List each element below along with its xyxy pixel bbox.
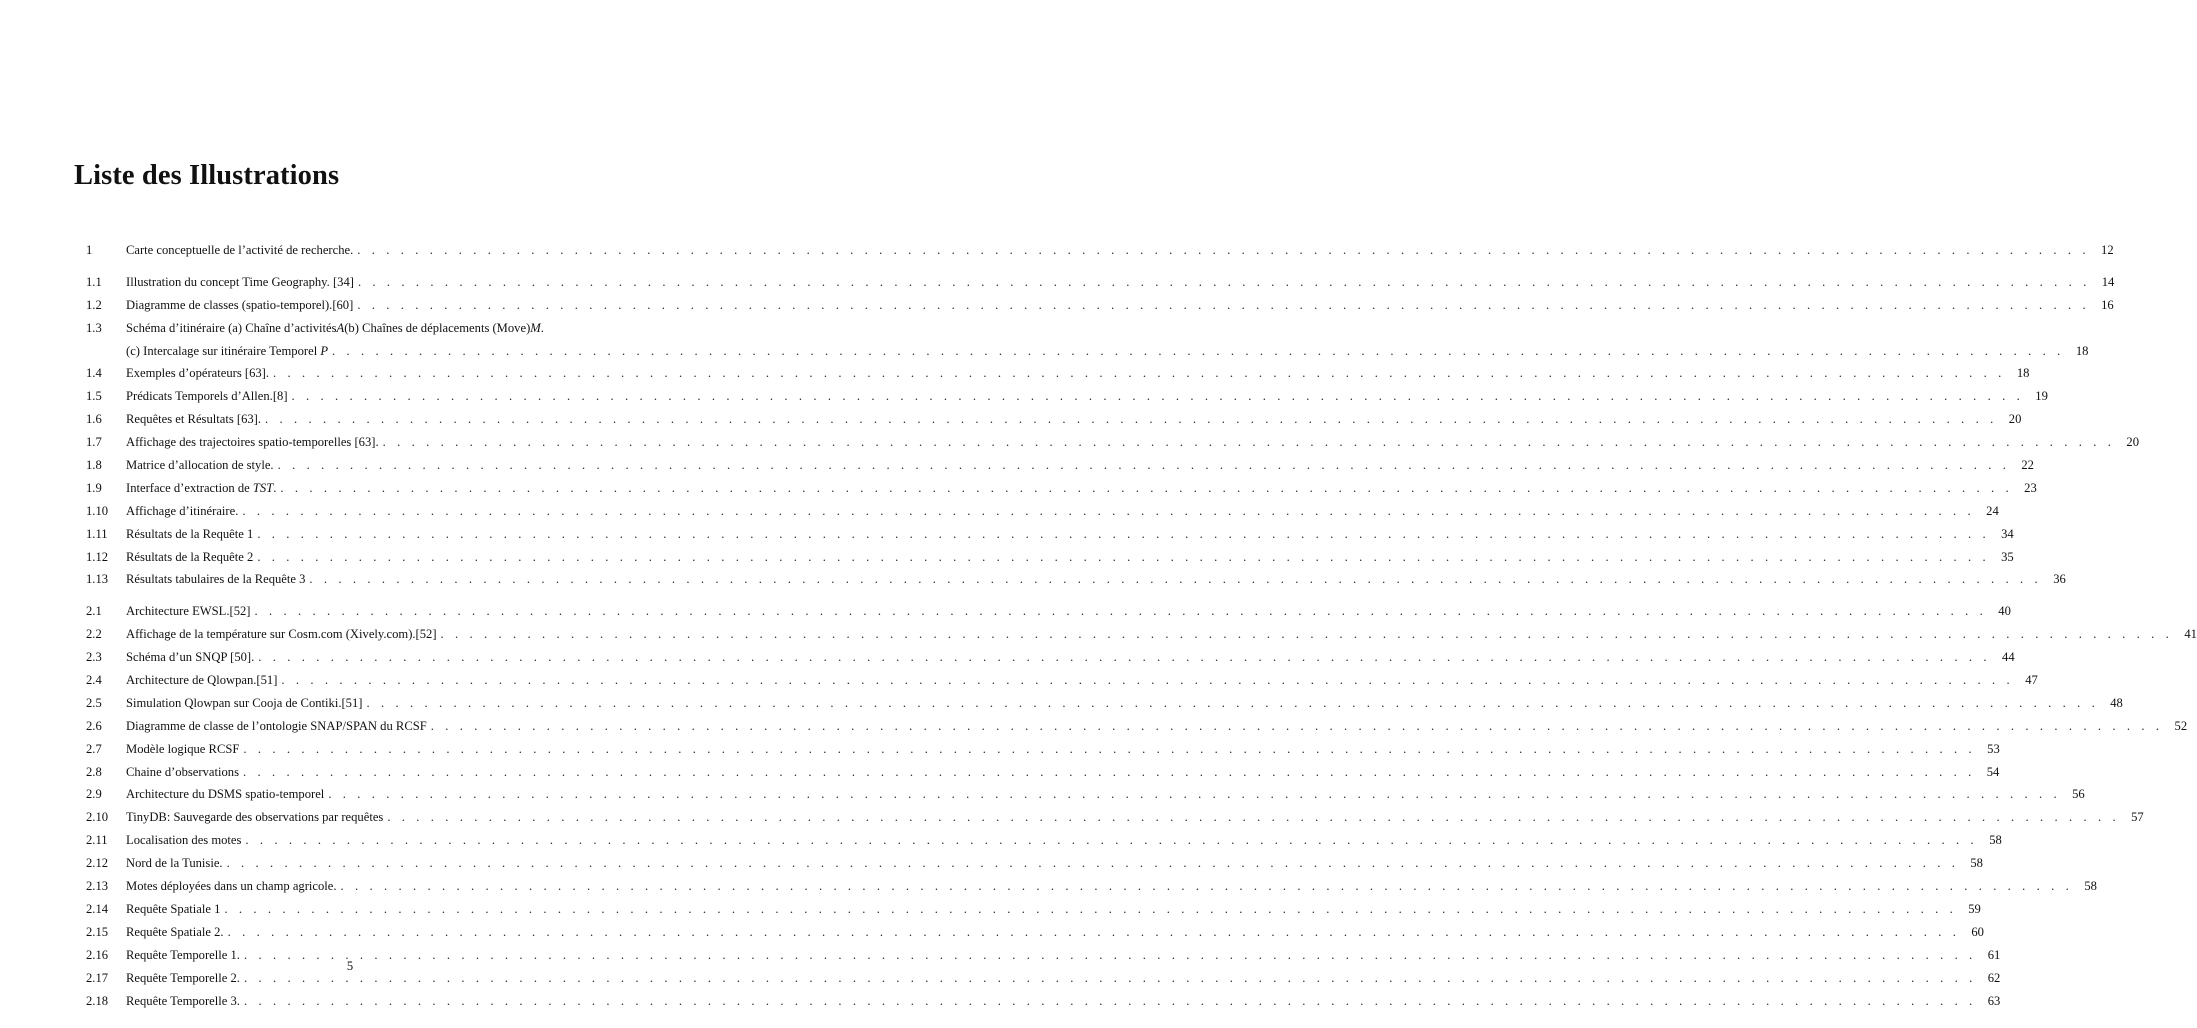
dot-leader: . . . . . . . . . . . . . . . . . . . . . . . . . . . . . . . . . . . . . . . . . . . . . . . . . . . . . . . . . . . . . . . . . . . . . . . . . . . . . . . . . . . . . . . . . . . . . . . . . . . . . . . . . . . . . . . . . . . . . . . . [357, 274, 2091, 289]
figure-caption: TinyDB: Sauvegarde des observations par requêtes [126, 810, 384, 825]
figure-caption: Affichage de la température sur Cosm.com (Xively.com).[52] [126, 627, 437, 642]
figure-caption: Prédicats Temporels d’Allen.[8] [126, 389, 288, 404]
dot-leader: . . . . . . . . . . . . . . . . . . . . . . . . . . . . . . . . . . . . . . . . . . . . . . . . . . . . . . . . . . . . . . . . . . . . . . . . . . . . . . . . . . . . . . . . . . . . . . . . . . . . . . . . . . . . . . . . . . . . . . . . [224, 901, 1957, 916]
dot-leader: . . . . . . . . . . . . . . . . . . . . . . . . . . . . . . . . . . . . . . . . . . . . . . . . . . . . . . . . . . . . . . . . . . . . . . . . . . . . . . . . . . . . . . . . . . . . . . . . . . . . . . . . . . . . . . . . . . . . . . . . [273, 366, 2006, 381]
dot-leader: . . . . . . . . . . . . . . . . . . . . . . . . . . . . . . . . . . . . . . . . . . . . . . . . . . . . . . . . . . . . . . . . . . . . . . . . . . . . . . . . . . . . . . . . . . . . . . . . . . . . . . . . . . . . . . . . . . . . . . . . [332, 343, 2065, 358]
dot-leader: . . . . . . . . . . . . . . . . . . . . . . . . . . . . . . . . . . . . . . . . . . . . . . . . . . . . . . . . . . . . . . . . . . . . . . . . . . . . . . . . . . . . . . . . . . . . . . . . . . . . . . . . . . . . . . . . . . . . . . . . [309, 572, 2042, 587]
entry-body [126, 385, 2048, 408]
page-ref: 58 [2084, 879, 2097, 894]
figure-number: 2.2 [86, 627, 102, 642]
figure-caption: Diagramme de classe de l’ontologie SNAP/SPAN du RCSF [126, 718, 427, 733]
entry-body [126, 646, 2015, 669]
page-ref: 57 [2131, 810, 2144, 825]
list-item[interactable] [86, 568, 2066, 591]
list-item[interactable] [86, 921, 1984, 944]
figure-caption: Chaine d’observations [126, 764, 239, 779]
list-item[interactable] [86, 477, 2037, 500]
illustrations-list [86, 239, 2197, 1012]
figure-caption: Affichage des trajectoires spatio-temporelles [63]. [126, 435, 379, 450]
page-ref: 22 [2021, 458, 2034, 473]
figure-number: 2.6 [86, 718, 102, 733]
figure-caption: Diagramme de classes (spatio-temporel).[60] [126, 297, 354, 312]
figure-caption: Modèle logique RCSF [126, 741, 240, 756]
dot-leader: . . . . . . . . . . . . . . . . . . . . . . . . . . . . . . . . . . . . . . . . . . . . . . . . . . . . . . . . . . . . . . . . . . . . . . . . . . . . . . . . . . . . . . . . . . . . . . . . . . . . . . . . . . . . . . . . . . . . . . . . [257, 549, 1990, 564]
list-item[interactable] [86, 715, 2188, 738]
entry-body [126, 898, 1981, 921]
list-item[interactable] [86, 408, 2022, 431]
list-item[interactable] [86, 783, 2085, 806]
list-item[interactable] [86, 898, 1981, 921]
list-item[interactable] [86, 454, 2034, 477]
list-item[interactable] [86, 623, 2197, 646]
dot-leader: . . . . . . . . . . . . . . . . . . . . . . . . . . . . . . . . . . . . . . . . . . . . . . . . . . . . . . . . . . . . . . . . . . . . . . . . . . . . . . . . . . . . . . . . . . . . . . . . . . . . . . . . . . . . . . . . . . . . . . . . [387, 810, 2120, 825]
list-item[interactable] [86, 692, 2123, 715]
figure-number: 2.17 [86, 970, 109, 985]
figure-caption: Nord de la Tunisie. [126, 856, 223, 871]
figure-caption: Illustration du concept Time Geography. [34] [126, 274, 354, 289]
entry-body [126, 990, 2001, 1013]
dot-leader: . . . . . . . . . . . . . . . . . . . . . . . . . . . . . . . . . . . . . . . . . . . . . . . . . . . . . . . . . . . . . . . . . . . . . . . . . . . . . . . . . . . . . . . . . . . . . . . . . . . . . . . . . . . . . . . . . . . . . . . . [366, 695, 2099, 710]
list-item[interactable] [86, 385, 2048, 408]
dot-leader: . . . . . . . . . . . . . . . . . . . . . . . . . . . . . . . . . . . . . . . . . . . . . . . . . . . . . . . . . . . . . . . . . . . . . . . . . . . . . . . . . . . . . . . . . . . . . . . . . . . . . . . . . . . . . . . . . . . . . . . . [328, 787, 2061, 802]
figure-number: 2.14 [86, 901, 109, 916]
figure-caption: Interface d’extraction de TST. [126, 480, 277, 495]
entry-body [126, 271, 2115, 294]
dot-leader: . . . . . . . . . . . . . . . . . . . . . . . . . . . . . . . . . . . . . . . . . . . . . . . . . . . . . . . . . . . . . . . . . . . . . . . . . . . . . . . . . . . . . . . . . . . . . . . . . . . . . . . . . . . . . . . . . . . . . . . . [357, 243, 2090, 257]
dot-leader: . . . . . . . . . . . . . . . . . . . . . . . . . . . . . . . . . . . . . . . . . . . . . . . . . . . . . . . . . . . . . . . . . . . . . . . . . . . . . . . . . . . . . . . . . . . . . . . . . . . . . . . . . . . . . . . . . . . . . . . . [265, 412, 1998, 427]
page-ref: 20 [2008, 412, 2022, 427]
figure-number: 1.6 [86, 412, 102, 427]
figure-number: 1.13 [86, 572, 109, 587]
dot-leader: . . . . . . . . . . . . . . . . . . . . . . . . . . . . . . . . . . . . . . . . . . . . . . . . . . . . . . . . . . . . . . . . . . . . . . . . . . . . . . . . . . . . . . . . . . . . . . . . . . . . . . . . . . . . . . . . . . . . . . . . [280, 480, 2013, 495]
figure-number: 2.11 [86, 833, 108, 848]
figure-number: 2.9 [86, 787, 102, 802]
page-ref: 60 [1971, 924, 1984, 939]
page-ref: 54 [1986, 764, 2000, 779]
entry-body [126, 340, 2089, 363]
page-ref: 56 [2072, 787, 2085, 802]
figure-number: 1.9 [86, 480, 102, 495]
dot-leader: . . . . . . . . . . . . . . . . . . . . . . . . . . . . . . . . . . . . . . . . . . . . . . . . . . . . . . . . . . . . . . . . . . . . . . . . . . . . . . . . . . . . . . . . . . . . . . . . . . . . . . . . . . . . . . . . . . . . . . . . [226, 856, 1959, 871]
page-ref: 18 [2016, 366, 2030, 381]
entry-body [126, 454, 2034, 477]
entry-body [126, 669, 2038, 692]
list-item[interactable] [86, 362, 2030, 385]
figure-number: 2.4 [86, 673, 102, 688]
page-ref: 47 [2025, 673, 2038, 688]
dot-leader: . . . . . . . . . . . . . . . . . . . . . . . . . . . . . . . . . . . . . . . . . . . . . . . . . . . . . . . . . . . . . . . . . . . . . . . . . . . . . . . . . . . . . . . . . . . . . . . . . . . . . . . . . . . . . . . . . . . . . . . . [291, 389, 2024, 404]
page-ref: 40 [1998, 604, 2011, 619]
figure-number: 1.2 [86, 297, 102, 312]
group-gap [86, 591, 630, 600]
entry-body [126, 362, 2030, 385]
figure-number: 2.18 [86, 993, 109, 1008]
figure-number: 1 [86, 243, 93, 257]
figure-number: 2.12 [86, 856, 109, 871]
page-ref: 36 [2053, 572, 2066, 587]
figure-caption: Matrice d’allocation de style. [126, 458, 274, 473]
dot-leader: . . . . . . . . . . . . . . . . . . . . . . . . . . . . . . . . . . . . . . . . . . . . . . . . . . . . . . . . . . . . . . . . . . . . . . . . . . . . . . . . . . . . . . . . . . . . . . . . . . . . . . . . . . . . . . . . . . . . . . . . [430, 718, 2164, 733]
dot-leader: . . . . . . . . . . . . . . . . . . . . . . . . . . . . . . . . . . . . . . . . . . . . . . . . . . . . . . . . . . . . . . . . . . . . . . . . . . . . . . . . . . . . . . . . . . . . . . . . . . . . . . . . . . . . . . . . . . . . . . . . [281, 673, 2014, 688]
entry-body [126, 568, 2066, 591]
list-item[interactable] [86, 340, 2089, 363]
entry-body [126, 500, 1999, 523]
dot-leader: . . . . . . . . . . . . . . . . . . . . . . . . . . . . . . . . . . . . . . . . . . . . . . . . . . . . . . . . . . . . . . . . . . . . . . . . . . . . . . . . . . . . . . . . . . . . . . . . . . . . . . . . . . . . . . . . . . . . . . . . [340, 879, 2073, 894]
figure-number: 1.8 [86, 458, 102, 473]
entry-body [126, 715, 2188, 738]
dot-leader: . . . . . . . . . . . . . . . . . . . . . . . . . . . . . . . . . . . . . . . . . . . . . . . . . . . . . . . . . . . . . . . . . . . . . . . . . . . . . . . . . . . . . . . . . . . . . . . . . . . . . . . . . . . . . . . . . . . . . . . . [257, 526, 1990, 541]
entry-body [126, 523, 2014, 546]
entry-body [126, 761, 2000, 784]
page-ref: 62 [1987, 970, 2001, 985]
page-ref: 16 [2101, 297, 2114, 312]
figure-number: 1.3 [86, 320, 102, 335]
dot-leader: . . . . . . . . . . . . . . . . . . . . . . . . . . . . . . . . . . . . . . . . . . . . . . . . . . . . . . . . . . . . . . . . . . . . . . . . . . . . . . . . . . . . . . . . . . . . . . . . . . . . . . . . . . . . . . . . . . . . . . . . [258, 650, 1991, 665]
list-item[interactable] [86, 669, 2038, 692]
page-title: Liste des Illustrations [74, 160, 340, 191]
figure-caption: Requête Spatiale 1 [126, 901, 221, 916]
page-number: 5 [346, 959, 354, 973]
entry-body [126, 431, 2139, 454]
figure-caption: Motes déployées dans un champ agricole. [126, 879, 337, 894]
figure-number: 1.1 [86, 274, 102, 289]
figure-number: 2.15 [86, 924, 109, 939]
entry-body [126, 408, 2022, 431]
figure-caption: Requêtes et Résultats [63]. [126, 412, 262, 427]
list-item[interactable] [86, 646, 2015, 669]
figure-caption: Requête Spatiale 2. [126, 924, 224, 939]
dot-leader: . . . . . . . . . . . . . . . . . . . . . . . . . . . . . . . . . . . . . . . . . . . . . . . . . . . . . . . . . . . . . . . . . . . . . . . . . . . . . . . . . . . . . . . . . . . . . . . . . . . . . . . . . . . . . . . . . . . . . . . . [440, 627, 2173, 642]
dot-leader: . . . . . . . . . . . . . . . . . . . . . . . . . . . . . . . . . . . . . . . . . . . . . . . . . . . . . . . . . . . . . . . . . . . . . . . . . . . . . . . . . . . . . . . . . . . . . . . . . . . . . . . . . . . . . . . . . . . . . . . . [243, 970, 1977, 985]
list-item-line [86, 317, 630, 340]
figure-caption: Architecture du DSMS spatio-temporel [126, 787, 325, 802]
entry-body [126, 692, 2123, 715]
list-item[interactable] [86, 761, 2000, 784]
list-item[interactable] [86, 852, 1983, 875]
figure-caption: Architecture EWSL.[52] [126, 604, 251, 619]
figure-number: 1.12 [86, 549, 109, 564]
page-ref: 41 [2184, 627, 2197, 642]
list-item[interactable] [86, 806, 2144, 829]
list-item[interactable] [86, 990, 2001, 1013]
page-ref: 24 [1986, 503, 1999, 518]
entry-body [126, 294, 2114, 317]
figure-number: 2.7 [86, 741, 102, 756]
entry-body [126, 783, 2085, 806]
figure-caption: Schéma d’un SNQP [50]. [126, 650, 255, 665]
page-ref: 35 [2001, 549, 2014, 564]
figure-caption: (c) Intercalage sur itinéraire Temporel P [126, 343, 329, 358]
entry-body [126, 852, 1983, 875]
figure-number: 2.16 [86, 947, 109, 962]
figure-number: 1.5 [86, 389, 102, 404]
dot-leader: . . . . . . . . . . . . . . . . . . . . . . . . . . . . . . . . . . . . . . . . . . . . . . . . . . . . . . . . . . . . . . . . . . . . . . . . . . . . . . . . . . . . . . . . . . . . . . . . . . . . . . . . . . . . . . . . . . . . . . . . [242, 503, 1975, 518]
entry-body [126, 600, 2011, 623]
dot-leader: . . . . . . . . . . . . . . . . . . . . . . . . . . . . . . . . . . . . . . . . . . . . . . . . . . . . . . . . . . . . . . . . . . . . . . . . . . . . . . . . . . . . . . . . . . . . . . . . . . . . . . . . . . . . . . . . . . . . . . . . [243, 993, 1977, 1008]
page-ref: 48 [2110, 695, 2123, 710]
page-ref: 19 [2035, 389, 2048, 404]
figure-caption: Exemples d’opérateurs [63]. [126, 366, 270, 381]
figure-caption: Résultats tabulaires de la Requête 3 [126, 572, 306, 587]
page-ref: 14 [2101, 274, 2115, 289]
figure-caption: Schéma d’itinéraire (a) Chaîne d’activités A (b) Chaînes de déplacements (Move) M . [126, 320, 544, 335]
list-item[interactable] [86, 431, 2139, 454]
figure-number: 1.11 [86, 526, 108, 541]
list-item[interactable] [86, 500, 1999, 523]
list-item[interactable] [86, 239, 2114, 262]
page-ref: 12 [2101, 243, 2114, 257]
figure-caption: Architecture de Qlowpan.[51] [126, 673, 278, 688]
figure-number: 1.10 [86, 503, 109, 518]
dot-leader: . . . . . . . . . . . . . . . . . . . . . . . . . . . . . . . . . . . . . . . . . . . . . . . . . . . . . . . . . . . . . . . . . . . . . . . . . . . . . . . . . . . . . . . . . . . . . . . . . . . . . . . . . . . . . . . . . . . . . . . . [254, 604, 1987, 619]
list-item[interactable] [86, 523, 2014, 546]
entry-body [126, 477, 2037, 500]
figure-number: 1.4 [86, 366, 102, 381]
figure-caption: Requête Temporelle 1. [126, 947, 240, 962]
page-ref: 61 [1987, 947, 2001, 962]
page-ref: 18 [2075, 343, 2089, 358]
list-item[interactable] [86, 875, 2097, 898]
figure-number: 2.13 [86, 879, 109, 894]
figure-caption: Localisation des motes [126, 833, 242, 848]
figure-number: 1.7 [86, 435, 102, 450]
figure-caption: Simulation Qlowpan sur Cooja de Contiki.[51] [126, 695, 363, 710]
entry-body [126, 921, 1984, 944]
figure-number: 2.5 [86, 695, 102, 710]
figure-caption: Carte conceptuelle de l’activité de recherche. [126, 243, 354, 257]
page-ref: 63 [1987, 993, 2001, 1008]
page-ref: 53 [1987, 741, 2000, 756]
page-ref: 59 [1968, 901, 1981, 916]
figure-number: 2.3 [86, 650, 102, 665]
list-item[interactable] [86, 829, 2002, 852]
dot-leader: . . . . . . . . . . . . . . . . . . . . . . . . . . . . . . . . . . . . . . . . . . . . . . . . . . . . . . . . . . . . . . . . . . . . . . . . . . . . . . . . . . . . . . . . . . . . . . . . . . . . . . . . . . . . . . . . . . . . . . . . [245, 833, 1978, 848]
entry-body [126, 806, 2144, 829]
list-item[interactable] [86, 294, 2114, 317]
list-item[interactable] [86, 600, 2011, 623]
dot-leader: . . . . . . . . . . . . . . . . . . . . . . . . . . . . . . . . . . . . . . . . . . . . . . . . . . . . . . . . . . . . . . . . . . . . . . . . . . . . . . . . . . . . . . . . . . . . . . . . . . . . . . . . . . . . . . . . . . . . . . . . [277, 458, 2010, 473]
list-item[interactable] [86, 271, 2115, 294]
figure-caption: Résultats de la Requête 2 [126, 549, 254, 564]
page-ref: 20 [2126, 435, 2139, 450]
page-ref: 58 [1989, 833, 2002, 848]
entry-body [126, 239, 2114, 262]
figure-number: 2.10 [86, 810, 109, 825]
page-ref: 44 [2002, 650, 2015, 665]
group-gap [86, 262, 630, 271]
page-ref: 34 [2001, 526, 2014, 541]
figure-number: 2.8 [86, 764, 102, 779]
page-ref: 58 [1970, 856, 1983, 871]
dot-leader: . . . . . . . . . . . . . . . . . . . . . . . . . . . . . . . . . . . . . . . . . . . . . . . . . . . . . . . . . . . . . . . . . . . . . . . . . . . . . . . . . . . . . . . . . . . . . . . . . . . . . . . . . . . . . . . . . . . . . . . . [227, 924, 1960, 939]
dot-leader: . . . . . . . . . . . . . . . . . . . . . . . . . . . . . . . . . . . . . . . . . . . . . . . . . . . . . . . . . . . . . . . . . . . . . . . . . . . . . . . . . . . . . . . . . . . . . . . . . . . . . . . . . . . . . . . . . . . . . . . . [243, 741, 1976, 756]
entry-body [126, 829, 2002, 852]
list-item[interactable] [86, 546, 2014, 569]
figure-caption: Requête Temporelle 2. [126, 970, 240, 985]
dot-leader: . . . . . . . . . . . . . . . . . . . . . . . . . . . . . . . . . . . . . . . . . . . . . . . . . . . . . . . . . . . . . . . . . . . . . . . . . . . . . . . . . . . . . . . . . . . . . . . . . . . . . . . . . . . . . . . . . . . . . . . . [242, 764, 1976, 779]
dot-leader: . . . . . . . . . . . . . . . . . . . . . . . . . . . . . . . . . . . . . . . . . . . . . . . . . . . . . . . . . . . . . . . . . . . . . . . . . . . . . . . . . . . . . . . . . . . . . . . . . . . . . . . . . . . . . . . . . . . . . . . . [243, 947, 1977, 962]
figure-caption: Affichage d’itinéraire. [126, 503, 239, 518]
entry-body [126, 875, 2097, 898]
dot-leader: . . . . . . . . . . . . . . . . . . . . . . . . . . . . . . . . . . . . . . . . . . . . . . . . . . . . . . . . . . . . . . . . . . . . . . . . . . . . . . . . . . . . . . . . . . . . . . . . . . . . . . . . . . . . . . . . . . . . . . . . [357, 297, 2090, 312]
entry-body [126, 546, 2014, 569]
page-ref: 23 [2024, 480, 2037, 495]
page-ref: 52 [2174, 718, 2188, 733]
dot-leader: . . . . . . . . . . . . . . . . . . . . . . . . . . . . . . . . . . . . . . . . . . . . . . . . . . . . . . . . . . . . . . . . . . . . . . . . . . . . . . . . . . . . . . . . . . . . . . . . . . . . . . . . . . . . . . . . . . . . . . . . [382, 435, 2115, 450]
entry-body [126, 738, 2000, 761]
entry-body [126, 623, 2197, 646]
figure-caption: Requête Temporelle 3. [126, 993, 240, 1008]
figure-number: 2.1 [86, 604, 102, 619]
list-item[interactable] [86, 738, 2000, 761]
figure-caption: Résultats de la Requête 1 [126, 526, 254, 541]
